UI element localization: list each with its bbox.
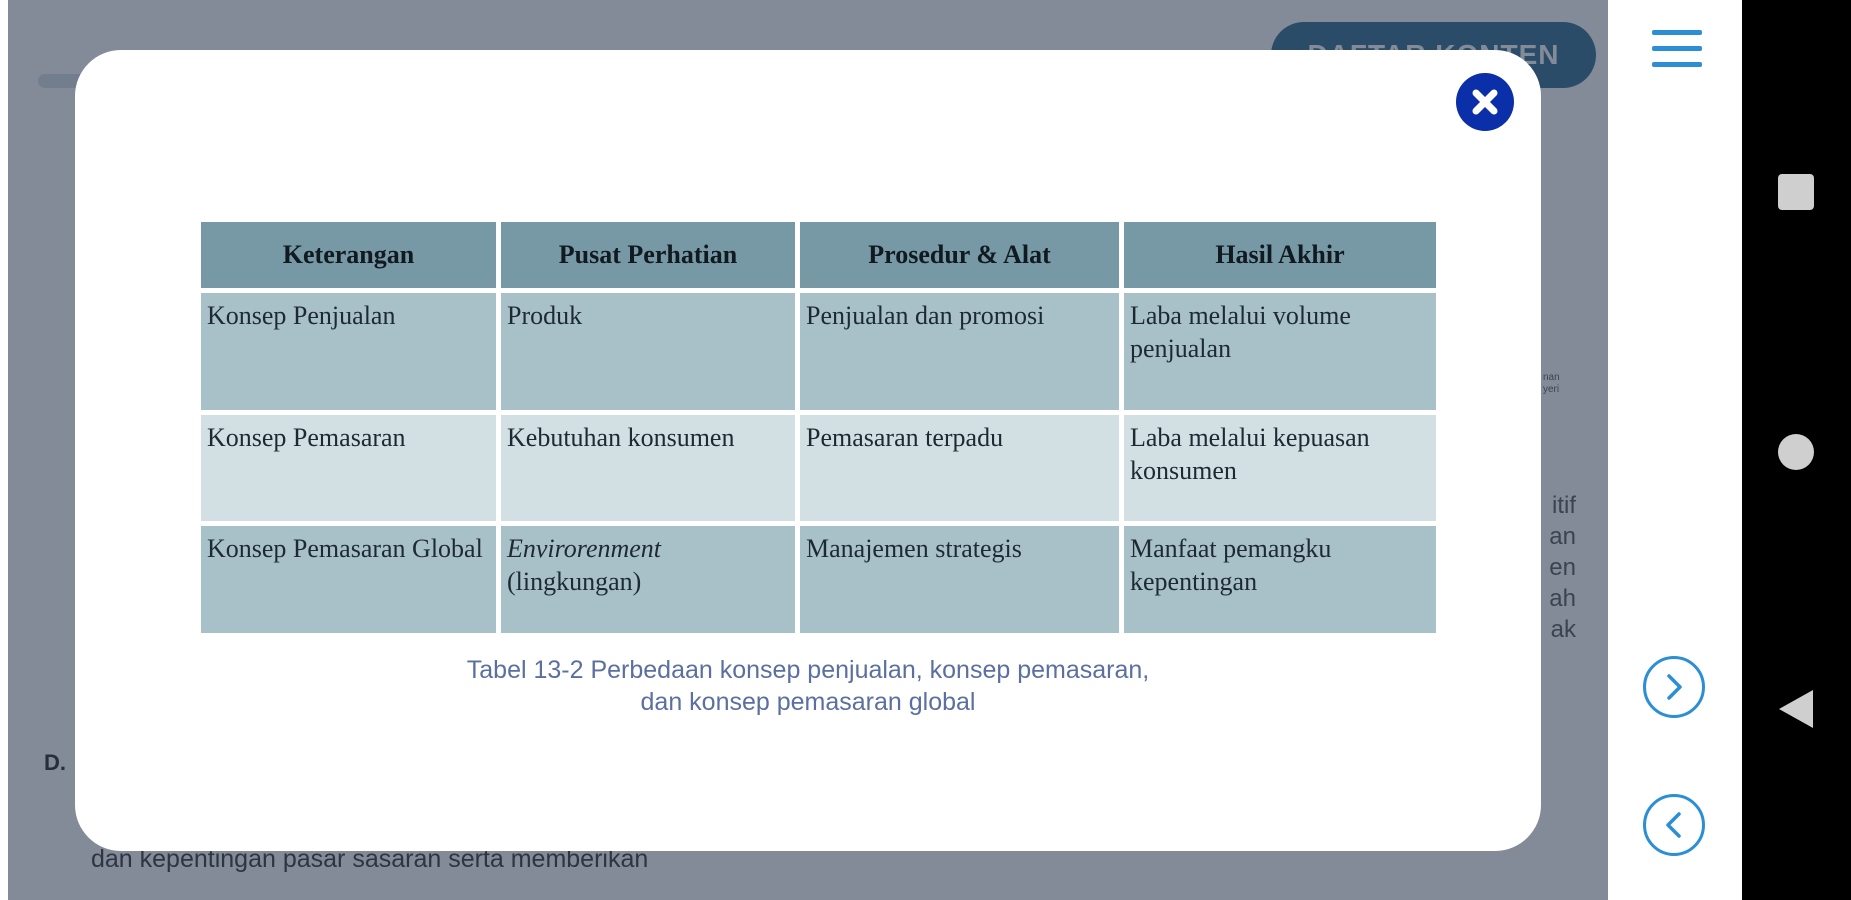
- table-cell: Penjualan dan promosi: [800, 293, 1119, 410]
- close-circle-icon: [1468, 85, 1502, 119]
- menu-button[interactable]: [1652, 27, 1702, 71]
- table-cell: Laba melalui kepuasan konsumen: [1124, 415, 1436, 521]
- table-cell: Konsep Pemasaran: [201, 415, 496, 521]
- table-header-cell: Keterangan: [201, 222, 496, 288]
- table-header-cell: Pusat Perhatian: [501, 222, 795, 288]
- table-cell: Manajemen strategis: [800, 526, 1119, 633]
- close-button[interactable]: [1456, 73, 1514, 131]
- previous-page-button[interactable]: [1643, 794, 1705, 856]
- table-header-row: [201, 222, 1436, 288]
- next-page-button[interactable]: [1643, 656, 1705, 718]
- table-cell: Pemasaran terpadu: [800, 415, 1119, 521]
- home-button[interactable]: [1777, 433, 1815, 471]
- table-cell: Produk: [501, 293, 795, 410]
- comparison-table: [196, 217, 1441, 638]
- table-cell: Laba melalui volume penjualan: [1124, 293, 1436, 410]
- recents-button[interactable]: [1778, 174, 1814, 210]
- table-cell: Konsep Penjualan: [201, 293, 496, 410]
- table-header-cell: Hasil Akhir: [1124, 222, 1436, 288]
- android-navigation-bar: [1742, 0, 1851, 900]
- table-cell: Kebutuhan konsumen: [501, 415, 795, 521]
- table-cell: [501, 526, 795, 633]
- table-cell-translation: (lingkungan): [507, 567, 642, 596]
- table-header-cell: Prosedur & Alat: [800, 222, 1119, 288]
- table-row: [201, 526, 1436, 633]
- image-modal: [75, 50, 1541, 851]
- chevron-right-icon: [1661, 672, 1687, 702]
- chevron-left-icon: [1661, 810, 1687, 840]
- table-cell: Manfaat pemangku kepentingan: [1124, 526, 1436, 633]
- table-row: [201, 415, 1436, 521]
- table-cell-italic-term: Envirorenment: [507, 534, 662, 563]
- triangle-back-icon: [1777, 688, 1815, 730]
- square-icon: [1778, 174, 1814, 210]
- hamburger-menu-icon: [1652, 27, 1702, 71]
- right-sidebar: [1608, 0, 1742, 900]
- back-button[interactable]: [1777, 688, 1815, 730]
- table-caption: Tabel 13-2 Perbedaan konsep penjualan, konsep pemasaran, dan konsep pemasaran global: [466, 656, 1150, 716]
- table-cell: Konsep Pemasaran Global: [201, 526, 496, 633]
- table-row: [201, 293, 1436, 410]
- circle-icon: [1777, 433, 1815, 471]
